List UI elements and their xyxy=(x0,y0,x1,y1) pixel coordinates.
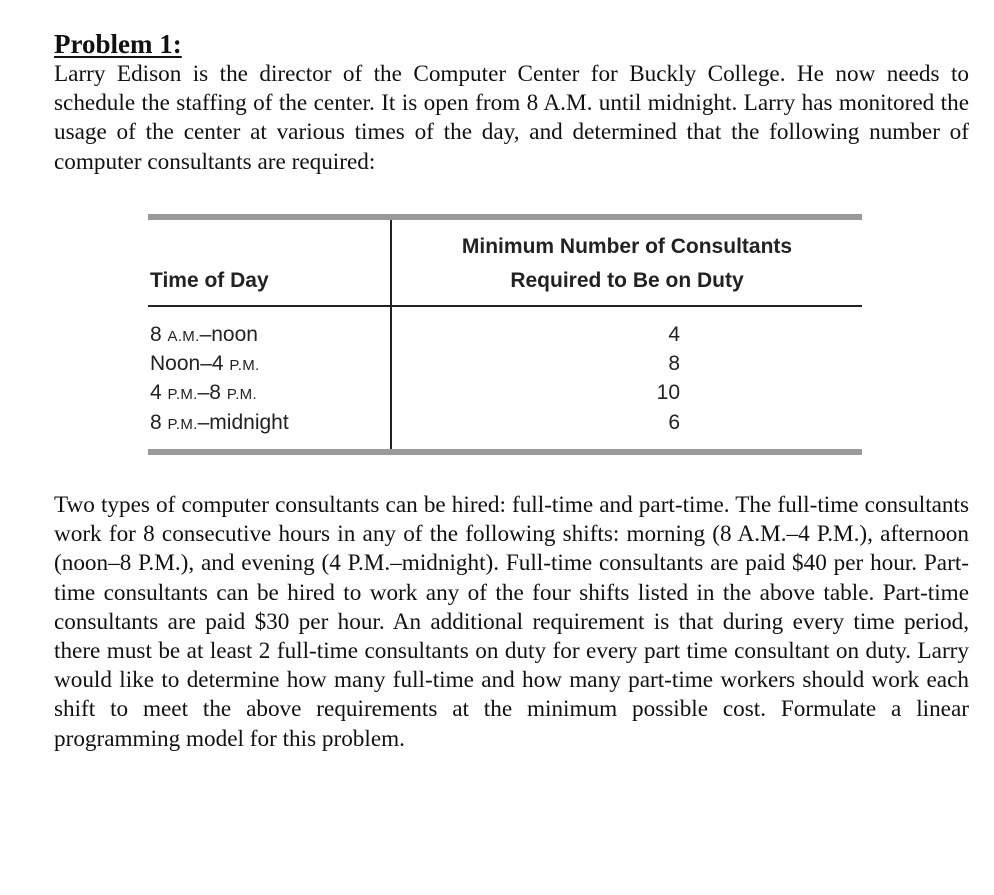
table-row xyxy=(148,320,862,349)
problem-intro-paragraph: Larry Edison is the director of the Computer Center for Buckly College. He now needs to schedule the staffing of the center. It is open from 8 A.M. until midnight. Larry has monitored the usage of the center at various times of the day, and determined that the following number of computer consultants are required: xyxy=(54,61,969,175)
required-cell: 10 xyxy=(656,381,680,404)
time-cell: 4 P.M.–8 P.M. xyxy=(150,381,257,404)
problem-body-paragraph: Two types of computer consultants can be hired: full-time and part-time. The full-time consultants work for 8 consecutive hours in any of the following shifts: morning (8 A.M.–4 P.M.), afternoon (noon–8 P.M.), and evening (4 P.M.–midnight). Full-time consultants are paid $40 per hour. Part-time consultants can be hired to work any of the four shifts listed in the above table. Part-time consultants are paid $30 per hour. An additional requirement is that during every time period, there must be at least 2 full-time consultants on duty for every part time consultant on duty. Larry would like to determine how many full-time and how many part-time workers should work each shift to meet the above requirements at the minimum possible cost. Formulate a linear programming model for this problem. xyxy=(54,492,969,752)
time-cell: 8 A.M.–noon xyxy=(150,323,258,346)
header-minimum-line2: Required to Be on Duty xyxy=(510,269,744,292)
table-header-rule xyxy=(148,305,862,307)
header-time-of-day: Time of Day xyxy=(150,269,269,292)
time-cell: Noon–4 P.M. xyxy=(150,352,260,375)
table-row xyxy=(148,408,862,437)
time-cell: 8 P.M.–midnight xyxy=(150,411,289,434)
table-row xyxy=(148,378,862,407)
required-cell: 4 xyxy=(668,323,680,346)
header-minimum-consultants xyxy=(392,230,862,298)
problem-title: Problem 1: xyxy=(54,29,182,59)
header-minimum-line1: Minimum Number of Consultants xyxy=(461,235,793,258)
required-cell: 8 xyxy=(668,352,680,375)
required-cell: 6 xyxy=(668,411,680,434)
table-bottom-rule xyxy=(148,449,862,455)
table-row xyxy=(148,349,862,378)
table-top-rule xyxy=(148,214,862,220)
consultants-requirement-table xyxy=(148,214,862,455)
